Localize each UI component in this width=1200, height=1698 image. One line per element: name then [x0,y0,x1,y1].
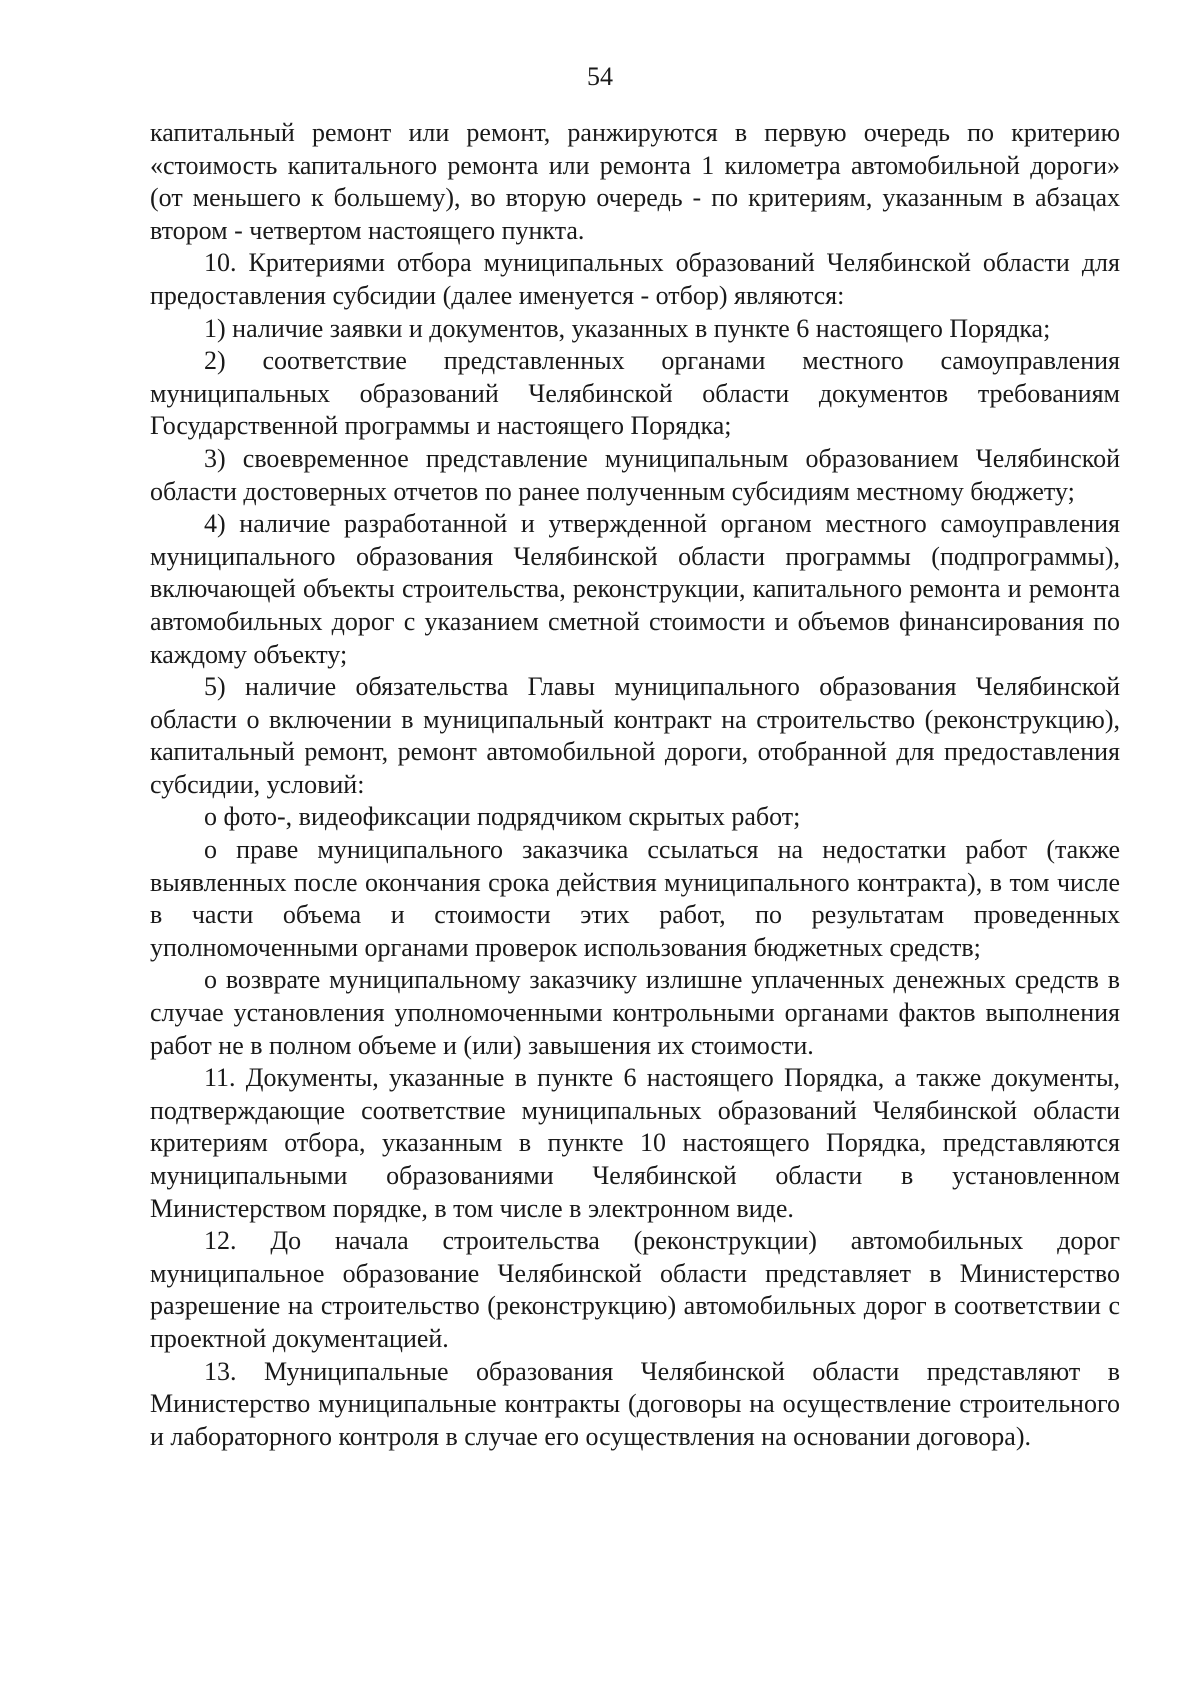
paragraph-item-11: 11. Документы, указанные в пункте 6 настоящего Порядка, а также документы, подтверждающие соответствие муниципальных образований Челябинской области критериям отбора, указанным в пункте 10 настоящего Порядка, представляются муниципальными образованиями Челябинской области в установленном Министерством порядке, в том числе в электронном виде. [150,1063,1120,1223]
paragraph-continuation: капитальный ремонт или ремонт, ранжируются в первую очередь по критерию «стоимость капитального ремонта или ремонта 1 километра автомобильной дороги» (от меньшего к большему), во вторую очередь - по критериям, указанным в абзацах втором - четвертом настоящего пункта. [150,118,1120,245]
page-number: 54 [587,62,613,91]
paragraph-criterion-4: 4) наличие разработанной и утвержденной органом местного самоуправления муниципального образования Челябинской области программы (подпрограммы), включающей объекты строительства, реконструкции, капитального ремонта и ремонта автомобильных дорог с указанием сметной стоимости и объемов финансирования по каждому объекту; [150,509,1120,669]
paragraph-criterion-1: 1) наличие заявки и документов, указанных в пункте 6 настоящего Порядка; [204,313,1051,343]
paragraph-condition-photo: о фото-, видеофиксации подрядчиком скрытых работ; [204,802,801,832]
paragraph-item-10: 10. Критериями отбора муниципальных образований Челябинской области для предоставления субсидии (далее именуется - отбор) являются: [150,248,1120,310]
paragraph-item-12: 12. До начала строительства (реконструкции) автомобильных дорог муниципальное образование Челябинской области представляет в Министерство разрешение на строительство (реконструкцию) автомобильных дорог в соответствии с проектной документацией. [150,1226,1120,1353]
paragraph-criterion-3: 3) своевременное представление муниципальным образованием Челябинской области достоверных отчетов по ранее полученным субсидиям местному бюджету; [150,443,1120,506]
paragraph-item-13: 13. Муниципальные образования Челябинской области представляют в Министерство муниципальные контракты (договоры на осуществление строительного и лабораторного контроля в случае его осуществления на основании договора). [150,1356,1120,1451]
document-body [150,117,1120,1453]
paragraph-condition-defects: о праве муниципального заказчика ссылаться на недостатки работ (также выявленных после окончания срока действия муниципального контракта), в том числе в части объема и стоимости этих работ, по результатам проведенных уполномоченными органами проверок использования бюджетных средств; [150,835,1120,962]
paragraph-criterion-5: 5) наличие обязательства Главы муниципального образования Челябинской области о включении в муниципальный контракт на строительство (реконструкцию), капитальный ремонт, ремонт автомобильной дороги, отобранной для предоставления субсидии, условий: [150,672,1120,799]
paragraph-condition-refund: о возврате муниципальному заказчику излишне уплаченных денежных средств в случае установления уполномоченными контрольными органами фактов выполнения работ не в полном объеме и (или) завышения их стоимости. [150,965,1120,1060]
paragraph-criterion-2: 2) соответствие представленных органами местного самоуправления муниципальных образований Челябинской области документов требованиям Государственной программы и настоящего Порядка; [150,346,1120,441]
